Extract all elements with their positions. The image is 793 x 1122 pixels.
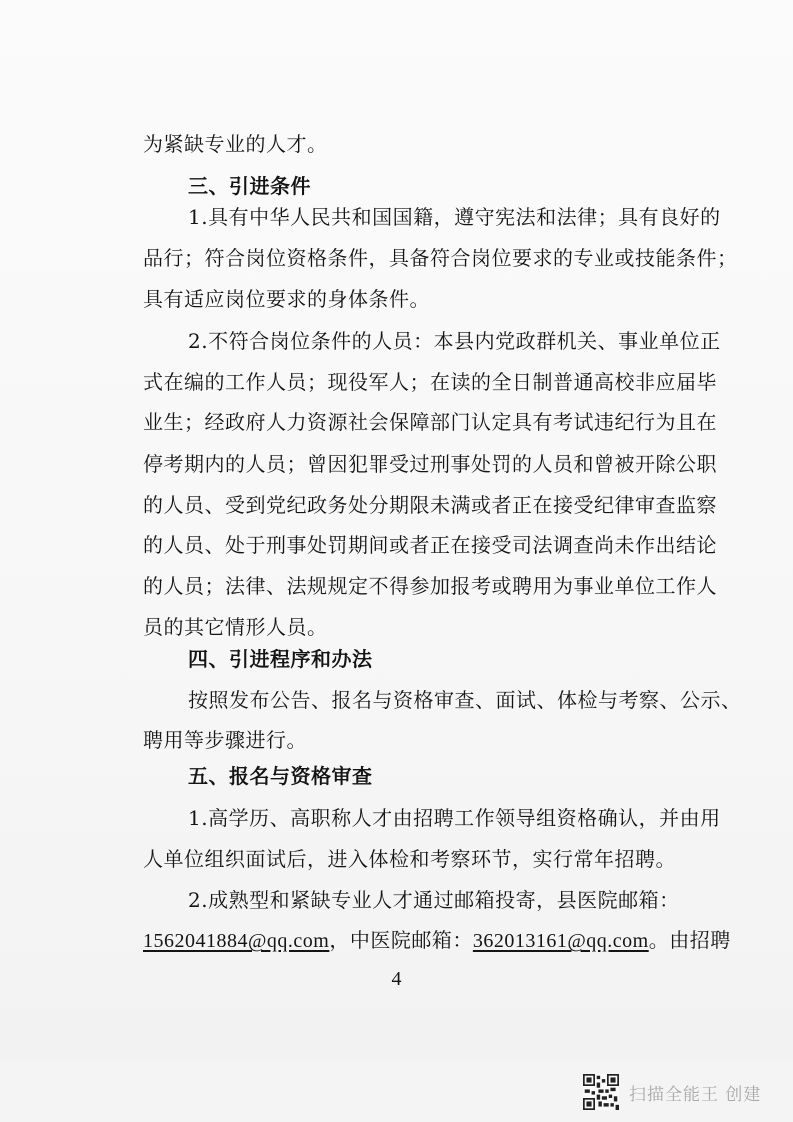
paragraph-line: 2.不符合岗位条件的人员：本县内党政群机关、事业单位正 (188, 329, 721, 353)
email-line (143, 927, 731, 954)
section-heading-5: 五、报名与资格审查 (188, 764, 373, 788)
paragraph-line: 员的其它情形人员。 (143, 615, 328, 639)
email-line-tail: 。由招聘 (648, 928, 731, 952)
paragraph-line: 的人员；法律、法规规定不得参加报考或聘用为事业单位工作人 (143, 574, 717, 598)
paragraph-line: 按照发布公告、报名与资格审查、面试、体检与考察、公示、 (188, 688, 742, 712)
scanner-watermark (583, 1072, 761, 1112)
paragraph-line: 1.具有中华人民共和国国籍，遵守宪法和法律；具有良好的 (188, 205, 721, 229)
email-separator-text: ，中医院邮箱： (329, 928, 473, 952)
paragraph-line: 聘用等步骤进行。 (143, 728, 307, 752)
paragraph-line: 品行；符合岗位资格条件，具备符合岗位要求的专业或技能条件； (143, 246, 738, 270)
section-heading-3: 三、引进条件 (188, 174, 311, 198)
qr-code-icon (583, 1074, 619, 1110)
paragraph-line: 的人员、受到党纪政务处分期限未满或者正在接受纪律审查监察 (143, 493, 717, 517)
paragraph-line: 为紧缺专业的人才。 (143, 132, 328, 156)
tcm-hospital-email-link[interactable]: 362013161@qq.com (472, 930, 649, 952)
section-heading-4: 四、引进程序和办法 (188, 647, 373, 671)
paragraph-line: 1.高学历、高职称人才由招聘工作领导组资格确认，并由用 (188, 806, 721, 830)
watermark-text: 扫描全能王 创建 (629, 1084, 762, 1105)
paragraph-line: 具有适应岗位要求的身体条件。 (143, 287, 430, 311)
paragraph-line: 的人员、处于刑事处罚期间或者正在接受司法调查尚未作出结论 (143, 533, 717, 557)
page-number: 4 (391, 968, 402, 990)
paragraph-line: 2.成熟型和紧缺专业人才通过邮箱投寄，县医院邮箱： (188, 888, 680, 912)
county-hospital-email-link[interactable]: 1562041884@qq.com (143, 930, 330, 952)
paragraph-line: 式在编的工作人员；现役军人；在读的全日制普通高校非应届毕 (143, 370, 717, 394)
paragraph-line: 业生；经政府人力资源社会保障部门认定具有考试违纪行为且在 (143, 410, 717, 434)
paragraph-line: 停考期内的人员；曾因犯罪受过刑事处罚的人员和曾被开除公职 (143, 452, 717, 476)
paragraph-line: 人单位组织面试后，进入体检和考察环节，实行常年招聘。 (143, 847, 676, 871)
